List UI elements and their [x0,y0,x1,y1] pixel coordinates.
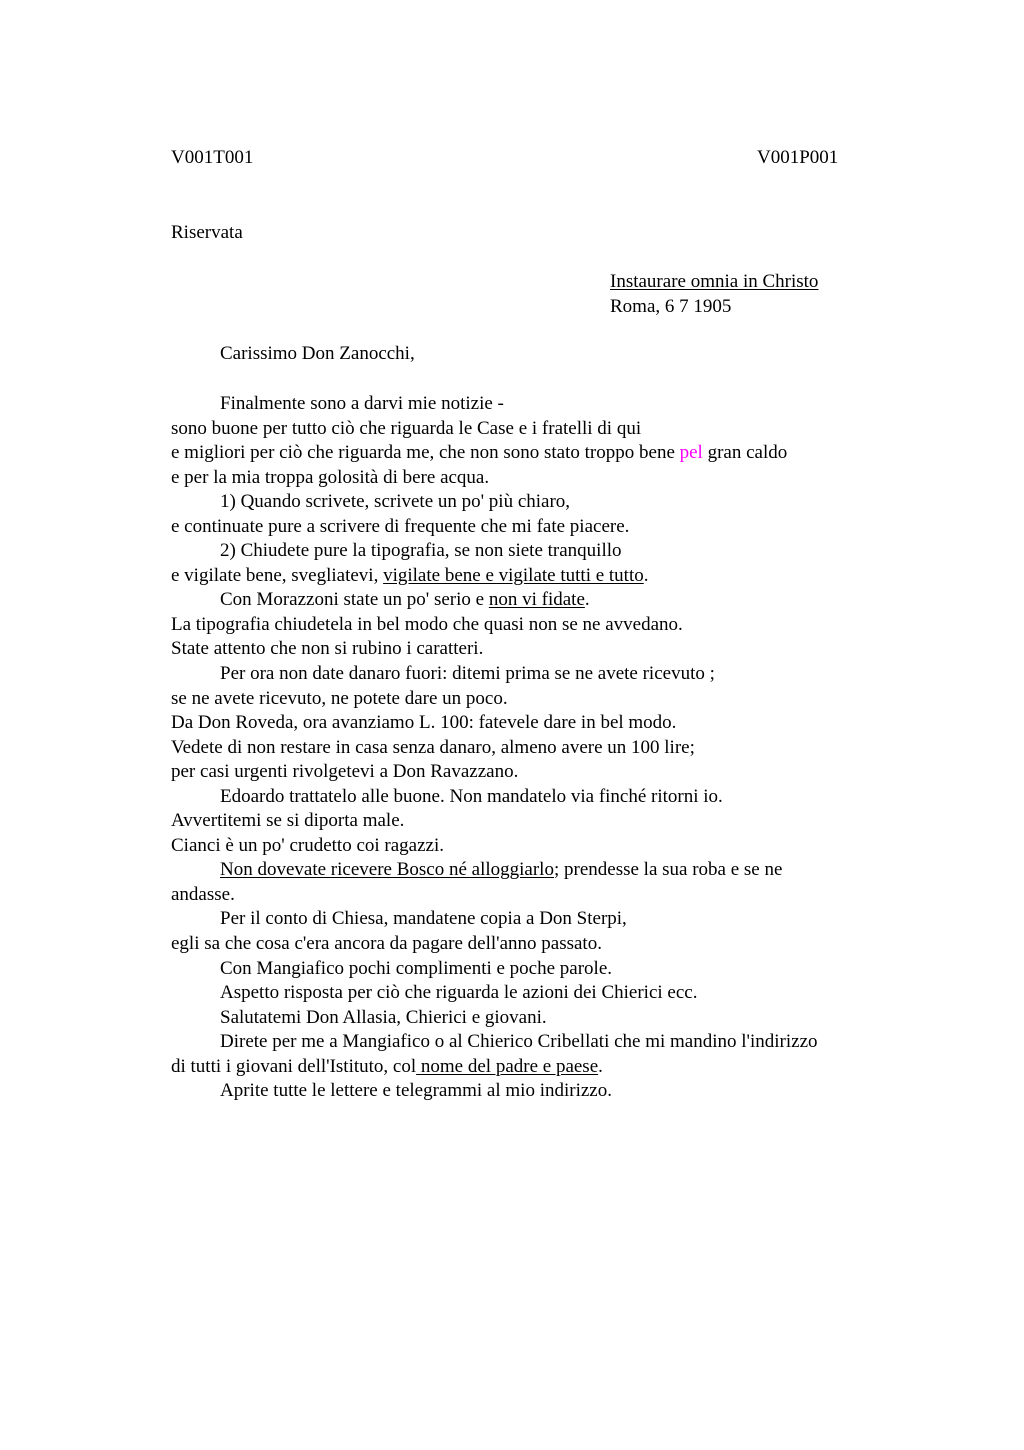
body-line: e continuate pure a scrivere di frequente che mi fate piacere. [171,515,630,537]
body-line: Per ora non date danaro fuori: ditemi prima se ne avete ricevuto ; [220,663,715,685]
body-line: egli sa che cosa c'era ancora da pagare dell'anno passato. [171,933,602,955]
underlined-phrase: vigilate bene e vigilate tutti e tutto [383,564,644,586]
body-line: sono buone per tutto ciò che riguarda le Case e i fratelli di qui [171,417,642,439]
body-line: Direte per me a Mangiafico o al Chierico Cribellati che mi mandino l'indirizzo [220,1031,818,1053]
body-line: State attento che non si rubino i caratteri. [171,638,484,660]
body-line: Edoardo trattatelo alle buone. Non mandatelo via finché ritorni io. [220,785,723,807]
body-line: se ne avete ricevuto, ne potete dare un poco. [171,687,508,709]
body-line: e per la mia troppa golosità di bere acqua. [171,466,490,488]
date-line: Roma, 6 7 1905 [610,295,732,317]
motto: Instaurare omnia in Christo [610,271,819,292]
body-line: Per il conto di Chiesa, mandatene copia a Don Sterpi, [220,908,627,930]
body-line: Con Morazzoni state un po' serio e non vi fidate. [220,589,590,611]
body-line: Cianci è un po' crudetto coi ragazzi. [171,834,445,856]
underlined-phrase: non vi fidate [488,589,585,611]
body-line: Vedete di non restare in casa senza danaro, almeno avere un 100 lire; [171,736,695,758]
body-line: Finalmente sono a darvi mie notizie - [220,393,504,414]
body-line: Da Don Roveda, ora avanziamo L. 100: fatevele dare in bel modo. [171,712,677,734]
reference-code-right: V001P001 [757,147,839,168]
letter-body [171,392,891,1104]
body-line: e vigilate bene, svegliatevi, vigilate bene e vigilate tutti e tutto. [171,564,649,586]
body-line: 2) Chiudete pure la tipografia, se non siete tranquillo [220,540,622,562]
body-line: Avvertitemi se si diporta male. [171,810,405,832]
body-line: Aprite tutte le lettere e telegrammi al mio indirizzo. [220,1080,612,1102]
body-line: La tipografia chiudetela in bel modo che quasi non se ne avvedano. [171,613,683,635]
body-line: di tutti i giovani dell'Istituto, col nome del padre e paese. [171,1055,603,1077]
body-line: andasse. [171,883,235,905]
salutation: Carissimo Don Zanocchi, [220,343,415,364]
body-line: Salutatemi Don Allasia, Chierici e giovani. [220,1006,547,1028]
highlighted-word: pel [679,442,703,464]
body-line: Con Mangiafico pochi complimenti e poche parole. [220,957,613,979]
underlined-phrase: Non dovevate ricevere Bosco né alloggiarlo [220,859,554,881]
body-line: Aspetto risposta per ciò che riguarda le azioni dei Chierici ecc. [220,982,698,1004]
body-line: 1) Quando scrivete, scrivete un po' più chiaro, [220,491,571,513]
underlined-phrase: nome del padre e paese [416,1055,599,1077]
motto-and-date [610,270,818,319]
body-line: Non dovevate ricevere Bosco né alloggiarlo; prendesse la sua roba e se ne [220,859,783,881]
body-line: per casi urgenti rivolgetevi a Don Ravazzano. [171,761,519,783]
reference-code-left: V001T001 [171,147,254,168]
body-line: e migliori per ciò che riguarda me, che non sono stato troppo bene pel gran caldo [171,442,788,464]
confidential-label: Riservata [171,222,243,243]
